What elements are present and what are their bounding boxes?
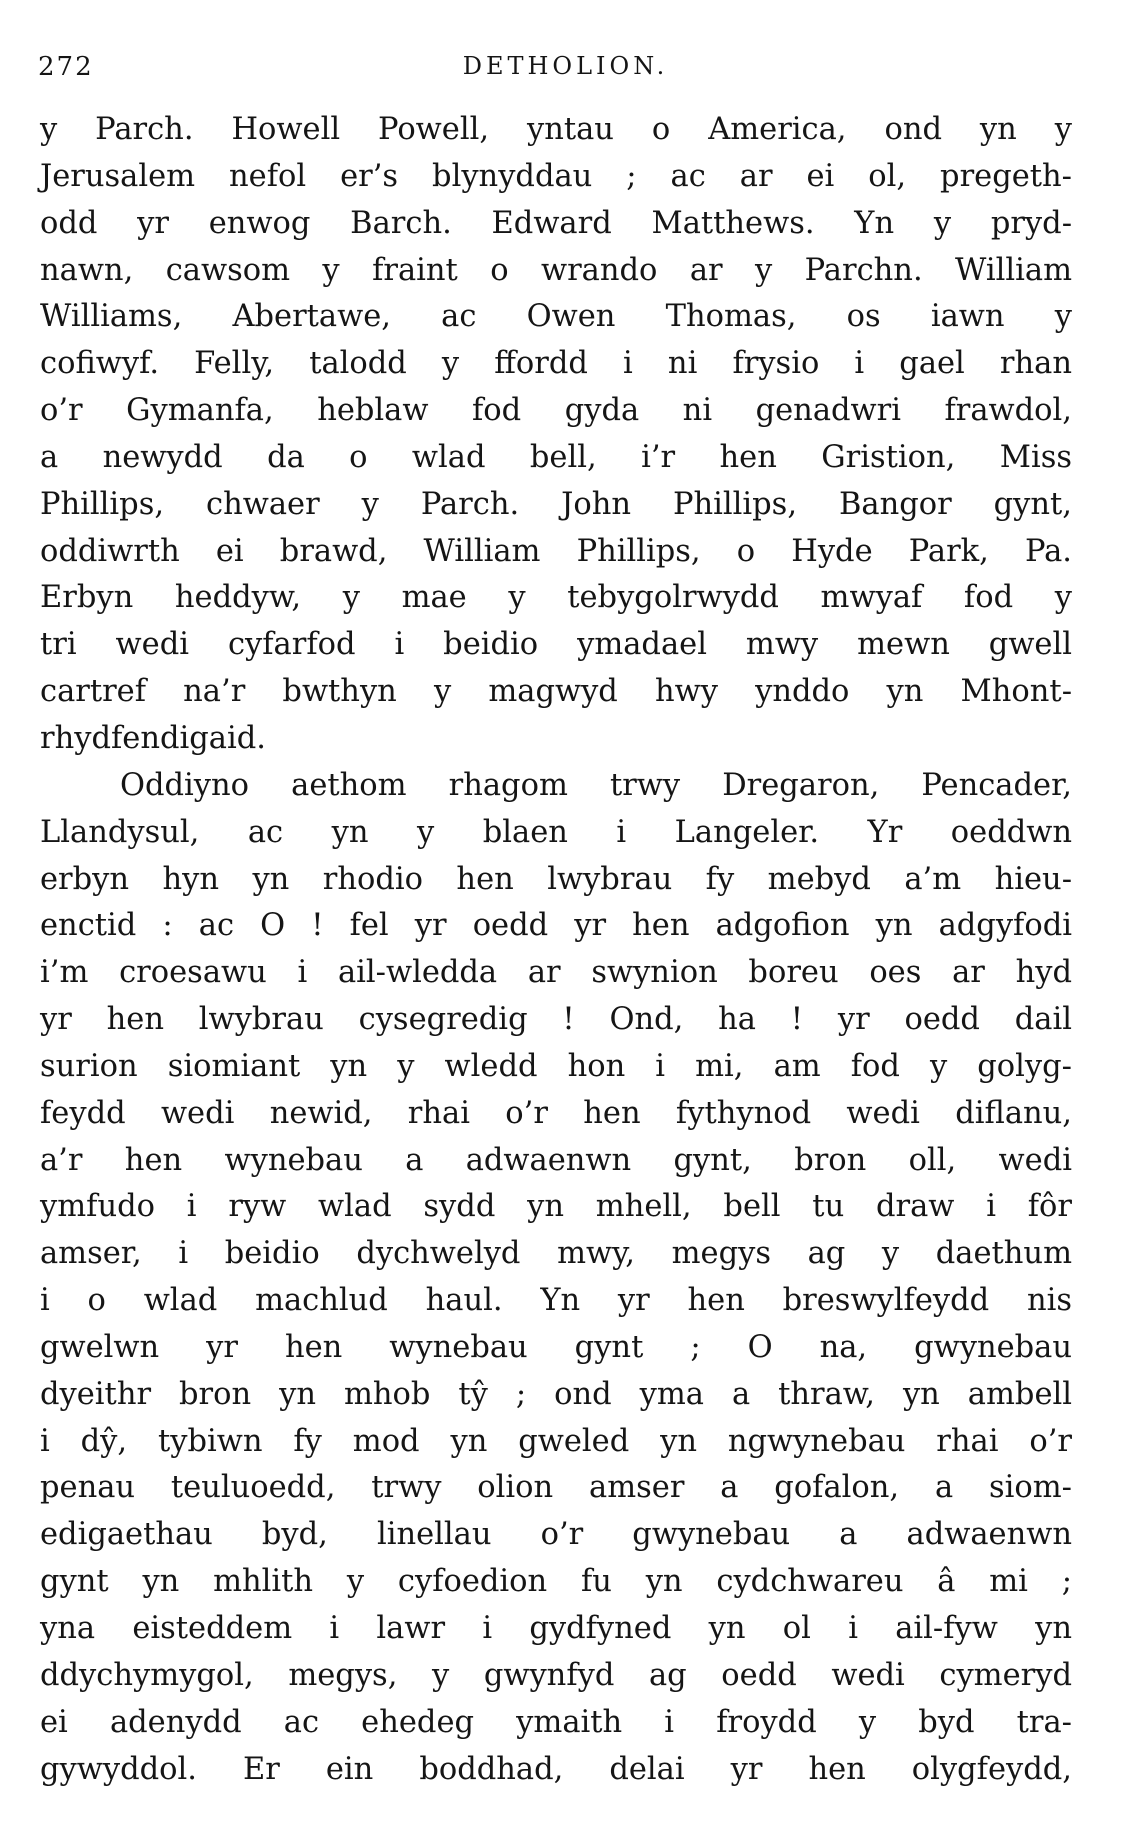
text-line: a’r hen wynebau a adwaenwn gynt, bron oll, wedi [40, 1142, 1072, 1178]
running-head: DETHOLION. [462, 52, 669, 80]
text-line: erbyn hyn yn rhodio hen lwybrau fy mebyd a’m hieu- [40, 861, 1072, 897]
text-line: Williams, Abertawe, ac Owen Thomas, os iawn y [40, 299, 1072, 335]
text-line: cartref na’r bwthyn y magwyd hwy ynddo yn Mhont- [40, 674, 1072, 710]
body-text [40, 107, 1072, 1793]
text-line: surion siomiant yn y wledd hon i mi, am fod y golyg- [40, 1048, 1072, 1084]
text-line: feydd wedi newid, rhai o’r hen fythynod wedi diflanu, [40, 1095, 1072, 1131]
text-line: penau teuluoedd, trwy olion amser a gofalon, a siom- [40, 1470, 1072, 1506]
text-line: yna eisteddem i lawr i gydfyned yn ol i ail-fyw yn [40, 1611, 1072, 1646]
text-line: edigaethau byd, linellau o’r gwynebau a adwaenwn [40, 1517, 1072, 1553]
text-line: Phillips, chwaer y Parch. John Phillips, Bangor gynt, [40, 486, 1072, 522]
text-line: gynt yn mhlith y cyfoedion fu yn cydchwareu â mi ; [40, 1564, 1072, 1600]
text-line: i dŷ, tybiwn fy mod yn gweled yn ngwynebau rhai o’r [40, 1423, 1072, 1459]
text-line: gwelwn yr hen wynebau gynt ; O na, gwynebau [40, 1329, 1072, 1365]
text-line: tri wedi cyfarfod i beidio ymadael mwy mewn gwell [40, 627, 1072, 663]
text-line: ddychymygol, megys, y gwynfyd ag oedd wedi cymeryd [40, 1657, 1072, 1693]
text-line: a newydd da o wlad bell, i’r hen Gristion, Miss [40, 439, 1072, 475]
text-line: cofiwyf. Felly, talodd y ffordd i ni frysio i gael rhan [40, 346, 1072, 382]
text-line: enctid : ac O ! fel yr oedd yr hen adgofion yn adgyfodi [40, 908, 1072, 944]
text-line: Erbyn heddyw, y mae y tebygolrwydd mwyaf fod y [40, 580, 1072, 616]
text-line: oddiwrth ei brawd, William Phillips, o Hyde Park, Pa. [40, 533, 1072, 569]
paragraph-start-line: Oddiyno aethom rhagom trwy Dregaron, Pencader, [120, 767, 1072, 803]
text-line: Llandysul, ac yn y blaen i Langeler. Yr oeddwn [40, 814, 1072, 850]
text-line: ei adenydd ac ehedeg ymaith i froydd y byd tra- [40, 1704, 1072, 1740]
text-line: gywyddol. Er ein boddhad, delai yr hen olygfeydd, [40, 1751, 1072, 1787]
text-line: o’r Gymanfa, heblaw fod gyda ni genadwri frawdol, [40, 393, 1072, 429]
text-line: odd yr enwog Barch. Edward Matthews. Yn y pryd- [40, 205, 1072, 241]
text-line: i o wlad machlud haul. Yn yr hen breswylfeydd nis [40, 1283, 1072, 1319]
page-number: 272 [38, 52, 94, 82]
text-line: yr hen lwybrau cysegredig ! Ond, ha ! yr oedd dail [40, 1002, 1072, 1038]
text-line: amser, i beidio dychwelyd mwy, megys ag y daethum [40, 1236, 1072, 1272]
text-line: Jerusalem nefol er’s blynyddau ; ac ar ei ol, pregeth- [40, 158, 1072, 194]
text-line: nawn, cawsom y fraint o wrando ar y Parchn. William [40, 252, 1072, 288]
text-line: dyeithr bron yn mhob tŷ ; ond yma a thraw, yn ambell [40, 1376, 1072, 1412]
text-line: y Parch. Howell Powell, yntau o America, ond yn y [40, 112, 1072, 147]
text-line: ymfudo i ryw wlad sydd yn mhell, bell tu draw i fôr [40, 1189, 1072, 1225]
paragraph-end-line: rhydfendigaid. [40, 720, 266, 756]
text-line: i’m croesawu i ail-wledda ar swynion boreu oes ar hyd [40, 955, 1072, 991]
